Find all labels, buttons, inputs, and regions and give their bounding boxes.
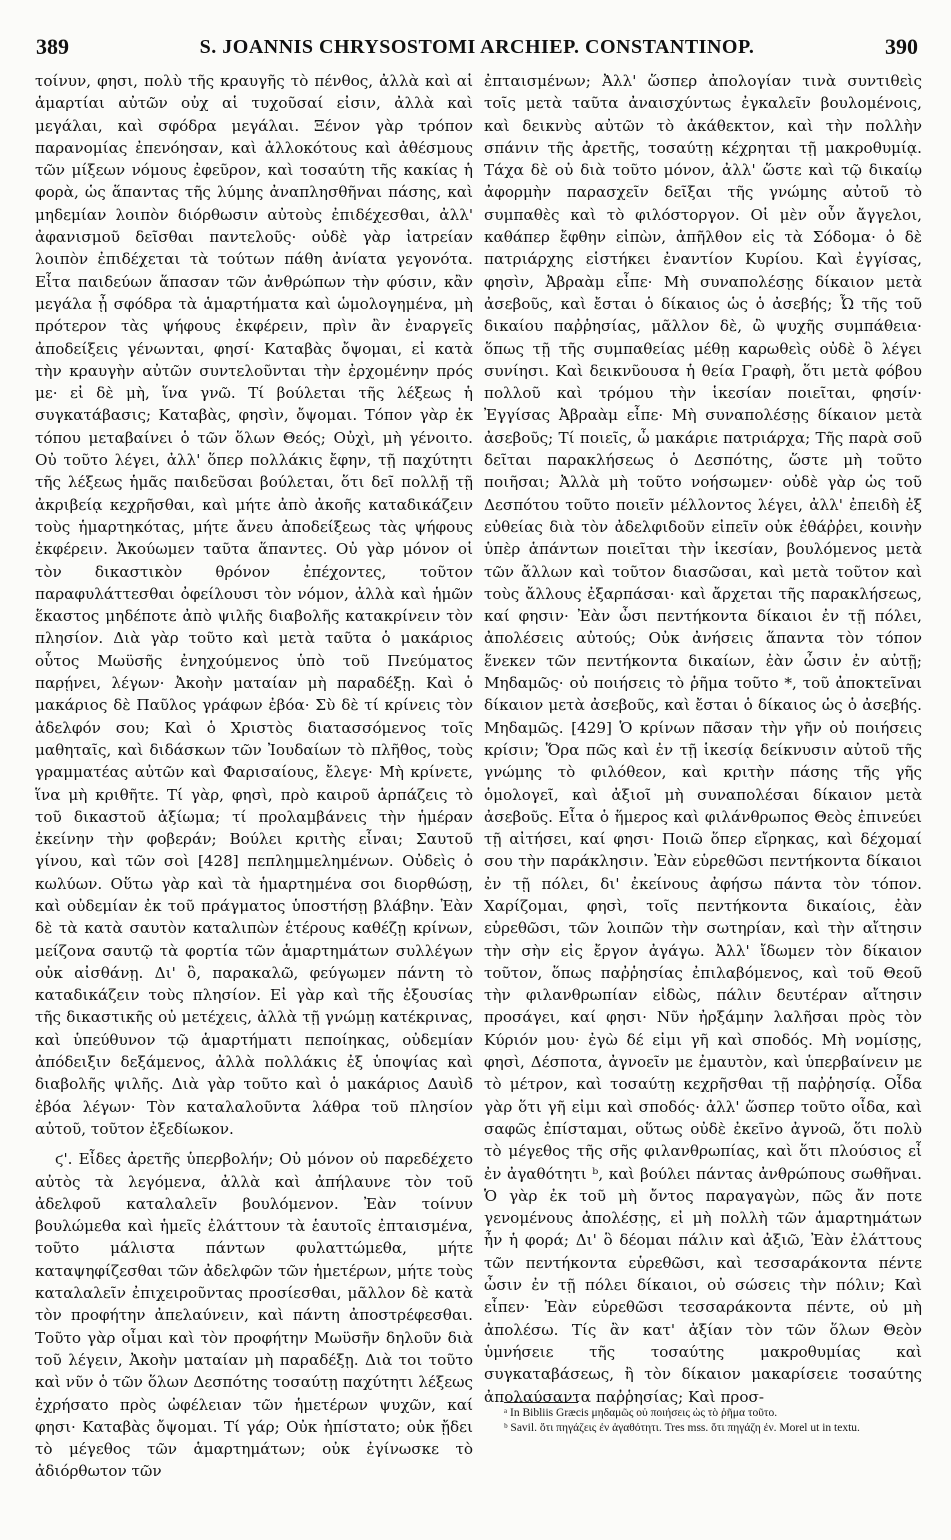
footnote-a: ᵃ In Bibliis Græcis μηδαμῶς οὐ ποιήσεις ὡς τὸ ῥῆμα τοῦτο. bbox=[504, 1407, 778, 1419]
right-column bbox=[484, 70, 922, 1408]
running-header bbox=[36, 34, 918, 62]
right-page-number: 390 bbox=[885, 34, 918, 59]
footnotes bbox=[504, 1406, 922, 1435]
left-page-number: 389 bbox=[36, 34, 69, 59]
left-paragraph-1: τοίνυν, φησι, πολὺ τῆς κραυγῆς τὸ πένθος, ἀλλὰ καὶ αἱ ἁμαρτίαι αὐτῶν οὐχ αἱ τυχοῦσαί εἰσιν, ἀλλὰ καὶ μεγάλαι, καὶ σφόδρα μεγάλαι. Ξένον γὰρ τρόπον παρανομίας ἐπενόησαν, καὶ ἀλλοκότους καὶ ἀθέσμους τῶν μίξεων νόμους ἐφεῦρον, καὶ τοσαύτη τῆς κακίας ἡ φορὰ, ὡς ἅπαντας τῆς λύμης ἀναπλησθῆναι πάσης, καὶ μηδεμίαν λοιπὸν διόρθωσιν αὐτοὺς ἐπιδέχεσθαι, ἀλλ' ἀφανισμοῦ δεῖσθαι παντελοῦς· οὐδὲ γὰρ ἰατρείαν λοιπὸν ἐπιδέχεται τὰ τούτων πάθη ἀνίατα γεγονότα. Εἶτα παιδεύων ἅπασαν τῶν ἀνθρώπων τὴν φύσιν, κἂν μεγάλα ᾖ σφόδρα τὰ ἁμαρτήματα καὶ ὡμολογημένα, μὴ πρότερον τὰς ψήφους ἐκφέρειν, πρὶν ἂν ἐναργεῖς ἀποδείξεις γένωνται, φησί· Καταβὰς ὄψομαι, εἰ κατὰ τὴν κραυγὴν αὐτῶν συντελοῦνται τὴν ἐρχομένην πρός με· εἰ δὲ μὴ, ἵνα γνῶ. Τί βούλεται τῆς λέξεως ἡ συγκατάβασις; Καταβὰς, φησὶν, ὄψομαι. Τόπον γὰρ ἐκ τόπου μεταβαίνει ὁ τῶν ὅλων Θεός; Οὐχὶ, μὴ γένοιτο. Οὐ τοῦτο λέγει, ἀλλ' ὅπερ πολλάκις ἔφην, τῇ παχύτητι τῆς λέξεως ἡμᾶς παιδεῦσαι βούλεται, ὅτι δεῖ πολλῇ τῇ ἀκριβείᾳ κεχρῆσθαι, καὶ μήτε ἀπὸ ἀκοῆς καταδικάζειν τοὺς ἡμαρτηκότας, μήτε ἄνευ ἀποδείξεως τὰς ψήφους ἐκφέρειν. Ἀκούωμεν ταῦτα ἅπαντες. Οὐ γὰρ μόνον οἱ τὸν δικαστικὸν θρόνον ἐπέχοντες, τοῦτον παραφυλάττεσθαι ὀφείλουσι τὸν νόμον, ἀλλὰ καὶ ἡμῶν ἕκαστος μηδέποτε ἀπὸ ψιλῆς διαβολῆς κατακρίνειν τὸν πλησίον. Διὰ γὰρ τοῦτο καὶ μετὰ ταῦτα ὁ μακάριος οὗτος Μωϋσῆς ἐνηχούμενος ὑπὸ τοῦ Πνεύματος παρῄνει, λέγων· Ἀκοὴν ματαίαν μὴ παραδέξῃ. Καὶ ὁ μακάριος δὲ Παῦλος γράφων ἐβόα· Σὺ δὲ τί κρίνεις τὸν ἀδελφόν σου; Καὶ ὁ Χριστὸς διατασσόμενος τοῖς μαθηταῖς, καὶ διδάσκων τῶν Ἰουδαίων τὸ πλῆθος, τοὺς γραμματέας αὐτῶν καὶ Φαρισαίους, ἔλεγε· Μὴ κρίνετε, ἵνα μὴ κριθῆτε. Τί γὰρ, φησὶ, πρὸ καιροῦ ἁρπάζεις τὸ τοῦ δικαστοῦ ἀξίωμα; τί προλαμβάνεις τὴν ἡμέραν ἐκείνην τὴν φοβεράν; Βούλει κριτὴς εἶναι; Σαυτοῦ γίνου, καὶ τῶν σοὶ [428] πεπλημμελημένων. Οὐδεὶς ὁ κωλύων. Οὕτω γὰρ καὶ τὰ ἡμαρτημένα σοι διορθώσῃ, καὶ οὐδεμίαν ἐκ τοῦ πράγματος ὑποστήσῃ βλάβην. Ἐὰν δὲ τὰ κατὰ σαυτὸν καταλιπὼν ἑτέρους καθέζῃ κρίνων, μείζονα σαυτῷ τὰ φορτία τῶν ἁμαρτημάτων συλλέγων οὐκ αἰσθάνῃ. Δι' ὃ, παρακαλῶ, φεύγωμεν πάντη τὸ καταδικάζειν τοὺς πλησίον. Εἰ γὰρ καὶ τῆς ἐξουσίας τῆς δικαστικῆς οὐ μετέχεις, ἀλλὰ τῇ γνώμῃ κατέκρινας, καὶ ὑπεύθυνον τῷ ἁμαρτήματι πεποίηκας, οὐδεμίαν ἀπόδειξιν δεξάμενος, ἀλλὰ πολλάκις ἐξ ὑποψίας καὶ διαβολῆς ψιλῆς. Διὰ γὰρ τοῦτο καὶ ὁ μακάριος Δαυὶδ ἐβόα λέγων· Τὸν καταλαλοῦντα λάθρα τοῦ πλησίον αὐτοῦ, τοῦτον ἐξεδίωκον. bbox=[35, 72, 473, 1138]
left-paragraph-2: ϛ'. Εἶδες ἀρετῆς ὑπερβολήν; Οὐ μόνον οὐ παρεδέχετο αὐτὸς τὰ λεγόμενα, ἀλλὰ καὶ ἀπήλαυνε τὸν τοῦ ἀδελφοῦ καταλαλεῖν βουλόμενον. Ἐὰν τοίνυν βουλώμεθα καὶ ἡμεῖς ἐλάττουν τὰ ἑαυτοῖς ἐπταισμένα, τοῦτο μάλιστα πάντων φυλαττώμεθα, μήτε καταψηφίζεσθαι τῶν ἀδελφῶν τῶν ἡμετέρων, μήτε τοὺς καταλαλεῖν ἐπιχειροῦντας προσίεσθαι, μᾶλλον δὲ κατὰ τὸν προφήτην ἀπελαύνειν, καὶ πάντη ἀποστρέφεσθαι. Τοῦτο γὰρ οἶμαι καὶ τὸν προφήτην Μωϋσῆν δηλοῦν διὰ τοῦ λέγειν, Ἀκοὴν ματαίαν μὴ παραδέξῃ. Διὰ τοι τοῦτο καὶ νῦν ὁ τῶν ὅλων Δεσπότης τοσαύτῃ παχύτητι λέξεως ἐχρήσατο πρὸς ὠφέλειαν τῶν ἡμετέρων ψυχῶν, καί φησι· Καταβὰς ὄψομαι. Τί γάρ; Οὐκ ἠπίστατο; οὐκ ᾔδει τὸ μέγεθος τῶν ἁμαρτημάτων; οὐκ ἐγίνωσκε τὸ ἀδιόρθωτον τῶν bbox=[35, 1150, 473, 1481]
footnote-rule bbox=[504, 1402, 578, 1403]
left-column bbox=[35, 70, 473, 1483]
footnote-b: ᵇ Savil. ὅτι πηγάζεις ἐν ἀγαθότητι. Tres mss. ὅτι πηγάζη ἐν. Morel ut in textu. bbox=[504, 1421, 860, 1434]
running-title: S. JOANNIS CHRYSOSTOMI ARCHIEP. CONSTANTINOP. bbox=[199, 36, 755, 58]
right-paragraph-1: ἐπταισμένων; Ἀλλ' ὥσπερ ἀπολογίαν τινὰ συντιθεὶς τοῖς μετὰ ταῦτα ἀναισχύντως ἐγκαλεῖν βουλομένοις, καὶ δεικνὺς αὐτῶν τὸ ἀκάθεκτον, καὶ τὴν πολλὴν σπάνιν τῆς ἀρετῆς, τοσαύτῃ κέχρηται τῇ μακροθυμίᾳ. Τάχα δὲ οὐ διὰ τοῦτο μόνον, ἀλλ' ὥστε καὶ τῷ δικαίῳ ἀφορμὴν παρασχεῖν δεῖξαι τῆς γνώμης αὐτοῦ τὸ συμπαθὲς καὶ τὸ φιλόστοργον. Οἱ μὲν οὖν ἄγγελοι, καθάπερ ἔφθην εἰπὼν, ἀπῆλθον εἰς τὰ Σόδομα· ὁ δὲ πατριάρχης εἱστήκει ἐναντίον Κυρίου. Καὶ ἐγγίσας, φησὶν, Ἀβραὰμ εἶπε· Μὴ συναπολέσῃς δίκαιον μετὰ ἀσεβοῦς, καὶ ἔσται ὁ δίκαιος ὡς ὁ ἀσεβής; Ὦ τῆς τοῦ δικαίου παῤῥησίας, μᾶλλον δὲ, ὢ ψυχῆς συμπάθεια· ὅπως τῇ τῆς συμπαθείας μέθῃ καρωθεὶς οὐδὲ ὃ λέγει συνίησι. Καὶ δεικνῦουσα ἡ θεία Γραφὴ, ὅτι μετὰ φόβου πολλοῦ καὶ τρόμου τὴν ἱκεσίαν ποιεῖται, φησίν· Ἐγγίσας Ἀβραὰμ εἶπε· Μὴ συναπολέσῃς δίκαιον μετὰ ἀσεβοῦς; Τί ποιεῖς, ὦ μακάριε πατριάρχα; Τῆς παρὰ σοῦ δεῖται παρακλήσεως ὁ Δεσπότης, ὥστε μὴ τοῦτο ποιῆσαι; Ἀλλὰ μὴ τοῦτο νοήσωμεν· οὐδὲ γὰρ ὡς τοῦ Δεσπότου τοῦτο ποιεῖν μέλλοντος λέγει, ἀλλ' ἐπειδὴ ἐξ εὐθείας διὰ τὸν ἀδελφιδοῦν εἰπεῖν οὐκ ἐθάῤῥει, κοινὴν ὑπὲρ ἁπάντων ποιεῖται τὴν ἱκεσίαν, βουλόμενος μετὰ τῶν ἄλλων καὶ τοῦτον διασῶσαι, καὶ μετὰ τοῦτον καὶ τοὺς ἄλλους ἐξαρπάσαι· καὶ ἄρχεται τῆς παρακλήσεως, καί φησιν· Ἐὰν ὦσι πεντήκοντα δίκαιοι ἐν τῇ πόλει, ἀπολέσεις αὐτούς; Οὐκ ἀνήσεις ἅπαντα τὸν τόπον ἕνεκεν τῶν πεντήκοντα δικαίων, ἐὰν ὦσιν ἐν αὐτῇ; Μηδαμῶς· οὐ ποιήσεις τὸ ῥῆμα τοῦτο *, τοῦ ἀποκτεῖναι δίκαιον μετὰ ἀσεβοῦς, καὶ ἔσται ὁ δίκαιος ὡς ὁ ἀσεβής. Μηδαμῶς. [429] Ὁ κρίνων πᾶσαν τὴν γῆν οὐ ποιήσεις κρίσιν; Ὅρα πῶς καὶ ἐν τῇ ἱκεσίᾳ δείκνυσιν αὐτοῦ τῆς γνώμης τὸ φιλόθεον, καὶ κριτὴν πάσης τῆς γῆς ὁμολογεῖ, καὶ ἀξιοῖ μὴ συναπολέσαι δίκαιον μετὰ ἀσεβοῦς. Εἶτα ὁ ἥμερος καὶ φιλάνθρωπος Θεὸς ἐπινεύει τῇ αἰτήσει, καί φησι· Ποιῶ ὅπερ εἴρηκας, καὶ δέχομαί σου τὴν παράκλησιν. Ἐὰν εὑρεθῶσι πεντήκοντα δίκαιοι ἐν τῇ πόλει, δι' ἐκείνους ἀφήσω πάντα τὸν τόπον. Χαρίζομαι, φησὶ, τοῖς πεντήκοντα δικαίοις, ἐὰν εὑρεθῶσι, τῶν λοιπῶν τὴν σωτηρίαν, καὶ τὴν αἴτησιν τὴν σὴν εἰς ἔργον ἀγάγω. Ἀλλ' ἴδωμεν τὸν δίκαιον τοῦτον, ὅπως παῤῥησίας ἐπιλαβόμενος, καὶ τοῦ Θεοῦ τὴν φιλανθρωπίαν εἰδὼς, πάλιν δευτέραν αἴτησιν προσάγει, καί φησι· Νῦν ἠρξάμην λαλῆσαι πρὸς τὸν Κύριόν μου· ἐγὼ δέ εἰμι γῆ καὶ σποδός. Μὴ νομίσῃς, φησὶ, Δέσποτα, ἀγνοεῖν με ἐμαυτὸν, καὶ ὑπερβαίνειν με τὸ μέτρον, καὶ τοσαύτῃ κεχρῆσθαι τῇ παῤῥησίᾳ. Οἶδα γὰρ ὅτι γῆ εἰμι καὶ σποδός· ἀλλ' ὥσπερ τοῦτο οἶδα, καὶ σαφῶς ἐπίσταμαι, οὕτως οὐδὲ ἐκεῖνο ἀγνοῶ, ὅτι πολὺ τὸ μέγεθος τῆς σῆς φιλανθρωπίας, καὶ ὅτι πλούσιος εἶ ἐν ἀγαθότητι ᵇ, καὶ βούλει πάντας ἀνθρώπους σωθῆναι. Ὁ γὰρ ἐκ τοῦ μὴ ὄντος παραγαγὼν, πῶς ἄν ποτε γενομένους ἀπολέσῃς, εἰ μὴ πολλὴ τῶν ἁμαρτημάτων ἦν ἡ φορά; Δι' ὃ δέομαι πάλιν καὶ ἀξιῶ, Ἐὰν ἐλάττους τῶν πεντήκοντα εὑρεθῶσι, καὶ τεσσαράκοντα πέντε ὦσιν ἐν τῇ πόλει δίκαιοι, οὐ σώσεις τὴν πόλιν; Καὶ εἶπεν· Ἐὰν εὑρεθῶσι τεσσαράκοντα πέντε, οὐ μὴ ἀπολέσω. Τίς ἂν κατ' ἀξίαν τὸν τῶν ὅλων Θεὸν ὑμνήσειε τῆς τοσαύτης μακροθυμίας καὶ συγκαταβάσεως, ἢ τὸν δίκαιον μακαρίσειε τοσαύτης ἀπολαύσαντα παῤῥησίας; Καὶ προσ- bbox=[484, 72, 922, 1406]
